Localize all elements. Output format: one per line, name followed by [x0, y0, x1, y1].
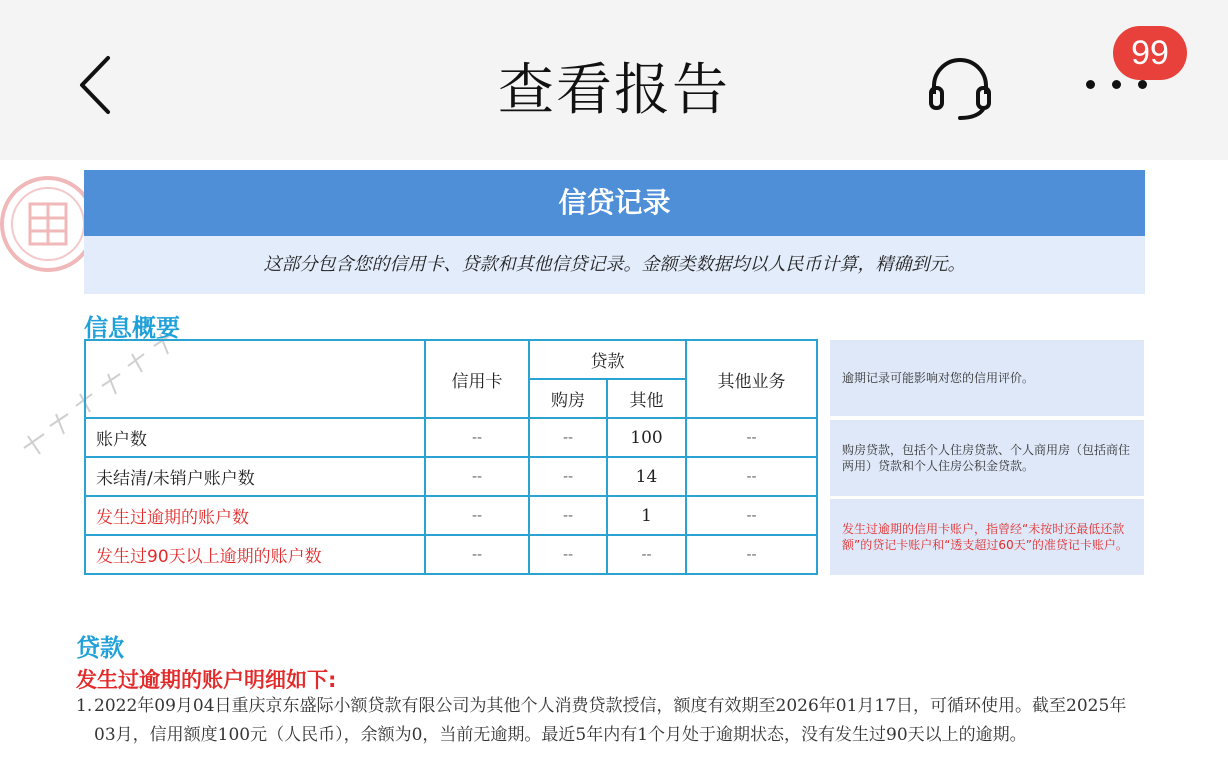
- row-label-overdue-90-days: 发生过90天以上逾期的账户数: [85, 535, 425, 574]
- table-row: [85, 457, 817, 496]
- table-cell: --: [529, 496, 607, 535]
- credit-record-description: 这部分包含您的信用卡、贷款和其他信贷记录。金额类数据均以人民币计算，精确到元。: [84, 236, 1145, 294]
- table-row: [85, 496, 817, 535]
- header-loan-housing: 购房: [529, 379, 607, 418]
- header-loan: 贷款: [529, 340, 686, 379]
- table-corner-cell: [85, 340, 425, 418]
- table-cell: --: [425, 496, 529, 535]
- page-title: 查看报告: [498, 58, 730, 123]
- customer-service-button[interactable]: [924, 52, 996, 124]
- table-cell: 1: [607, 496, 686, 535]
- table-cell: --: [686, 496, 817, 535]
- headset-icon: [924, 52, 996, 124]
- table-row: [85, 535, 817, 574]
- table-cell: --: [529, 535, 607, 574]
- table-cell: --: [529, 457, 607, 496]
- notification-badge: 99: [1113, 26, 1187, 80]
- overdue-accounts-heading: 发生过逾期的账户明细如下:: [76, 668, 337, 692]
- row-label-account-count: 账户数: [85, 418, 425, 457]
- table-cell: 14: [607, 457, 686, 496]
- list-item-text: 2022年09月04日重庆京东盛际小额贷款有限公司为其他个人消费贷款授信，额度有效期至2026年01月17日，可循环使用。截至2025年03月，信用额度100元（人民币），余额为0，当前无逾期。最近5年内有1个月处于逾期状态，没有发生过90天以上的逾期。: [94, 696, 1127, 745]
- table-cell: --: [686, 535, 817, 574]
- row-label-overdue-accounts: 发生过逾期的账户数: [85, 496, 425, 535]
- note-overdue-impact: 逾期记录可能影响对您的信用评价。: [830, 340, 1144, 416]
- table-cell: --: [425, 418, 529, 457]
- more-horizontal-icon: [1086, 80, 1147, 89]
- list-item-index: 1.: [76, 696, 93, 716]
- header-loan-other: 其他: [607, 379, 686, 418]
- note-overdue-card-definition: 发生过逾期的信用卡账户，指曾经“未按时还最低还款额”的贷记卡账户和“透支超过60天”的准贷记卡账户。: [830, 499, 1144, 575]
- summary-section-title: 信息概要: [84, 314, 180, 342]
- loans-section-title: 贷款: [76, 634, 124, 662]
- header-other-business: 其他业务: [686, 340, 817, 418]
- header-credit-card: 信用卡: [425, 340, 529, 418]
- table-cell: --: [686, 457, 817, 496]
- table-cell: --: [425, 535, 529, 574]
- table-cell: --: [607, 535, 686, 574]
- summary-table: [84, 339, 818, 575]
- watermark-seal-icon: [0, 168, 96, 280]
- top-navigation-bar: [0, 0, 1228, 160]
- note-housing-loan-definition: 购房贷款，包括个人住房贷款、个人商用房（包括商住两用）贷款和个人住房公积金贷款。: [830, 420, 1144, 496]
- list-item: [76, 692, 1146, 750]
- credit-record-banner: 信贷记录: [84, 170, 1145, 236]
- row-label-open-accounts: 未结清/未销户账户数: [85, 457, 425, 496]
- table-cell: 100: [607, 418, 686, 457]
- table-cell: --: [529, 418, 607, 457]
- table-row: [85, 418, 817, 457]
- table-cell: --: [686, 418, 817, 457]
- table-cell: --: [425, 457, 529, 496]
